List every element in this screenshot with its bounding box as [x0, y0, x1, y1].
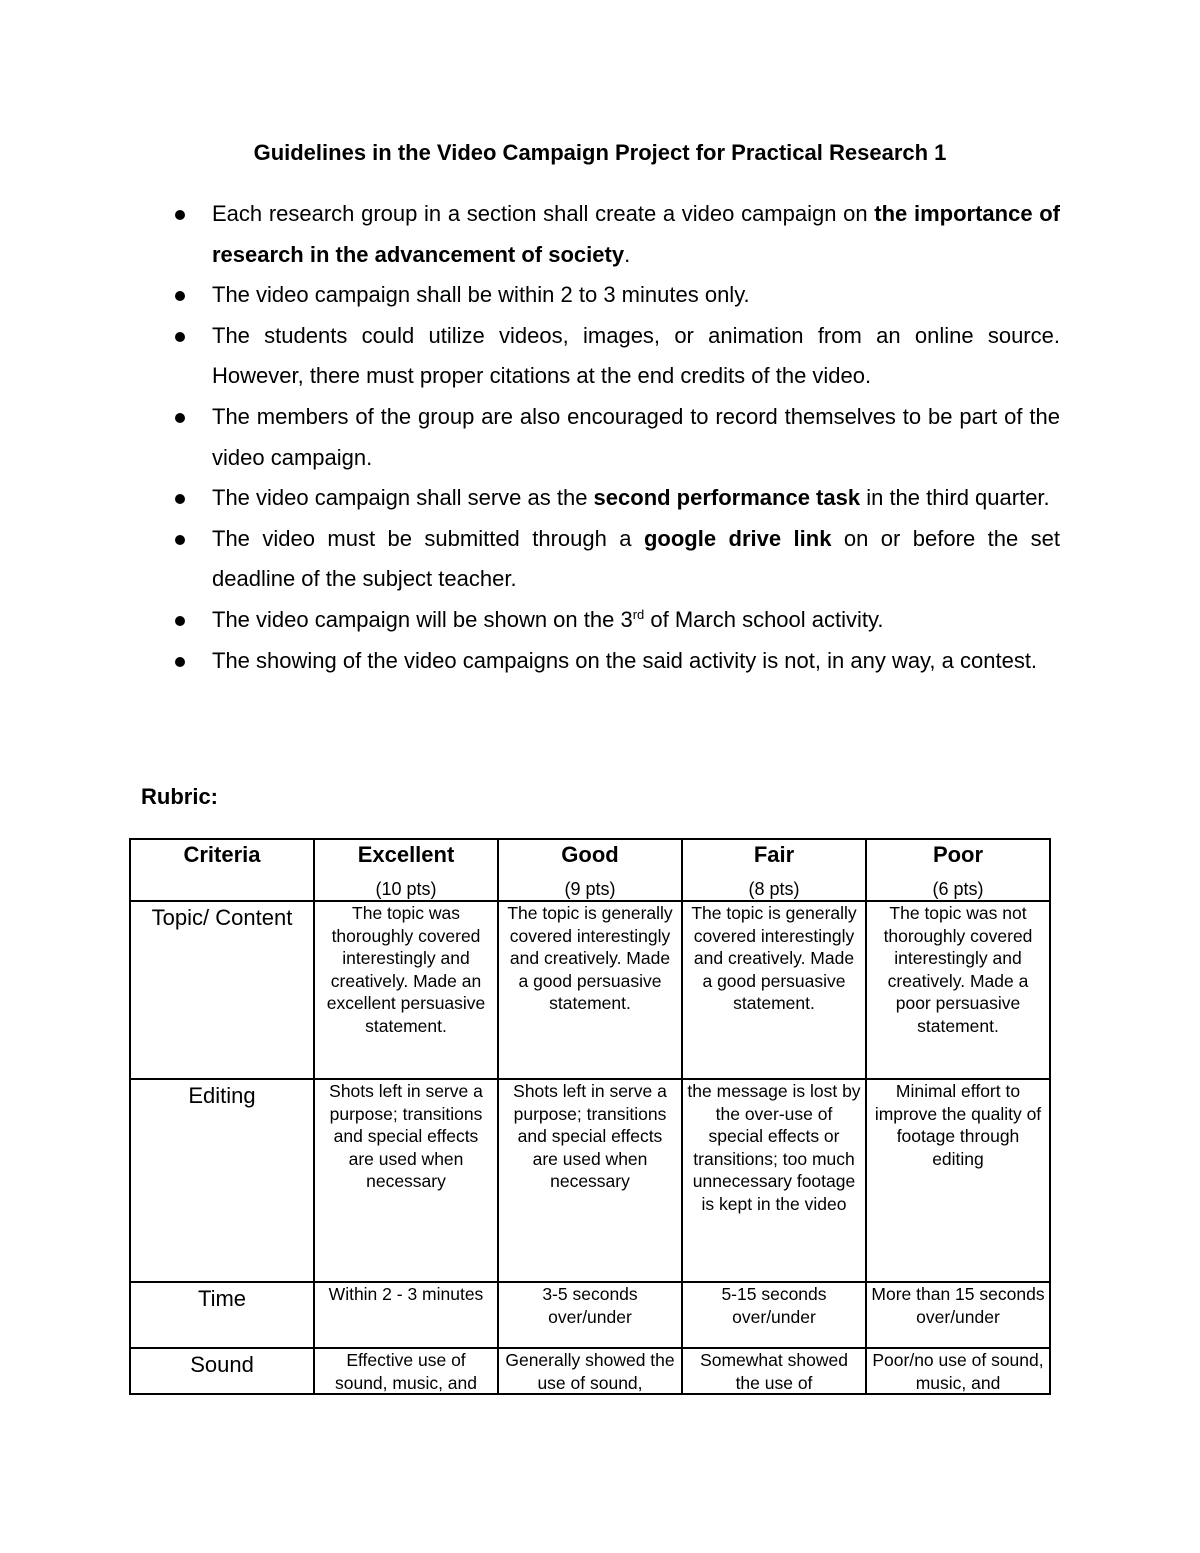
- table-cell: Minimal effort to improve the quality of footage through editing: [866, 1079, 1050, 1282]
- table-row: [130, 901, 1050, 1079]
- bullet-icon: [175, 494, 185, 504]
- list-item: The video campaign shall serve as the second performance task in the third quarter.: [160, 478, 1060, 519]
- header-criteria: Criteria: [130, 839, 314, 901]
- table-cell: [866, 1348, 1050, 1394]
- list-item: The video campaign shall be within 2 to 3 minutes only.: [160, 275, 1060, 316]
- header-fair: Fair (8 pts): [682, 839, 866, 901]
- bullet-icon: [175, 657, 185, 667]
- criteria-cell: Editing: [130, 1079, 314, 1282]
- document-title: Guidelines in the Video Campaign Project for Practical Research 1: [253, 140, 947, 165]
- rubric-table: [129, 838, 1051, 1395]
- header-good: Good (9 pts): [498, 839, 682, 901]
- criteria-cell: Topic/ Content: [130, 901, 314, 1079]
- list-item: The members of the group are also encouraged to record themselves to be part of the video campaign.: [160, 397, 1060, 478]
- table-cell: The topic was not thoroughly covered interestingly and creatively. Made a poor persuasive statement.: [866, 901, 1050, 1079]
- bullet-icon: [175, 210, 185, 220]
- table-cell: More than 15 seconds over/under: [866, 1282, 1050, 1348]
- list-item: The students could utilize videos, images, or animation from an online source. However, there must proper citations at the end credits of the video.: [160, 316, 1060, 397]
- list-item: The video campaign will be shown on the 3rd of March school activity.: [160, 600, 1060, 641]
- table-cell: [314, 1348, 498, 1394]
- table-cell: [498, 1348, 682, 1394]
- table-cell: Shots left in serve a purpose; transitions and special effects are used when necessary: [314, 1079, 498, 1282]
- table-row: [130, 1282, 1050, 1348]
- list-item: The showing of the video campaigns on the said activity is not, in any way, a contest.: [160, 641, 1060, 682]
- table-cell: [682, 1348, 866, 1394]
- header-excellent: Excellent (10 pts): [314, 839, 498, 901]
- cell-text: Poor/no use of sound, music, and: [872, 1350, 1044, 1393]
- guideline-list: [160, 194, 1060, 681]
- bullet-icon: [175, 291, 185, 301]
- table-cell: The topic is generally covered interestingly and creatively. Made a good persuasive statement.: [498, 901, 682, 1079]
- rubric-heading: Rubric:: [141, 784, 218, 809]
- table-cell: Shots left in serve a purpose; transitions and special effects are used when necessary: [498, 1079, 682, 1282]
- table-cell: Within 2 - 3 minutes: [314, 1282, 498, 1348]
- table-cell: the message is lost by the over-use of special effects or transitions; too much unnecessary footage is kept in the video: [682, 1079, 866, 1282]
- criteria-cell: Time: [130, 1282, 314, 1348]
- header-poor: Poor (6 pts): [866, 839, 1050, 901]
- table-cell: 5-15 seconds over/under: [682, 1282, 866, 1348]
- table-header-row: [130, 839, 1050, 901]
- cell-text: Generally showed the use of sound,: [505, 1350, 675, 1393]
- bullet-icon: [175, 332, 185, 342]
- cell-text: Somewhat showed the use of: [700, 1350, 848, 1393]
- table-row: [130, 1079, 1050, 1282]
- table-cell: The topic is generally covered interestingly and creatively. Made a good persuasive statement.: [682, 901, 866, 1079]
- cell-text: Effective use of sound, music, and: [334, 1350, 478, 1393]
- table-cell: The topic was thoroughly covered interestingly and creatively. Made an excellent persuasive statement.: [314, 901, 498, 1079]
- bullet-icon: [175, 413, 185, 423]
- criteria-cell: Sound: [130, 1348, 314, 1394]
- list-item: Each research group in a section shall create a video campaign on the importance of research in the advancement of society.: [160, 194, 1060, 275]
- table-cell: 3-5 seconds over/under: [498, 1282, 682, 1348]
- table-row: [130, 1348, 1050, 1394]
- bullet-icon: [175, 616, 185, 626]
- list-item: The video must be submitted through a google drive link on or before the set deadline of the subject teacher.: [160, 519, 1060, 600]
- bullet-icon: [175, 535, 185, 545]
